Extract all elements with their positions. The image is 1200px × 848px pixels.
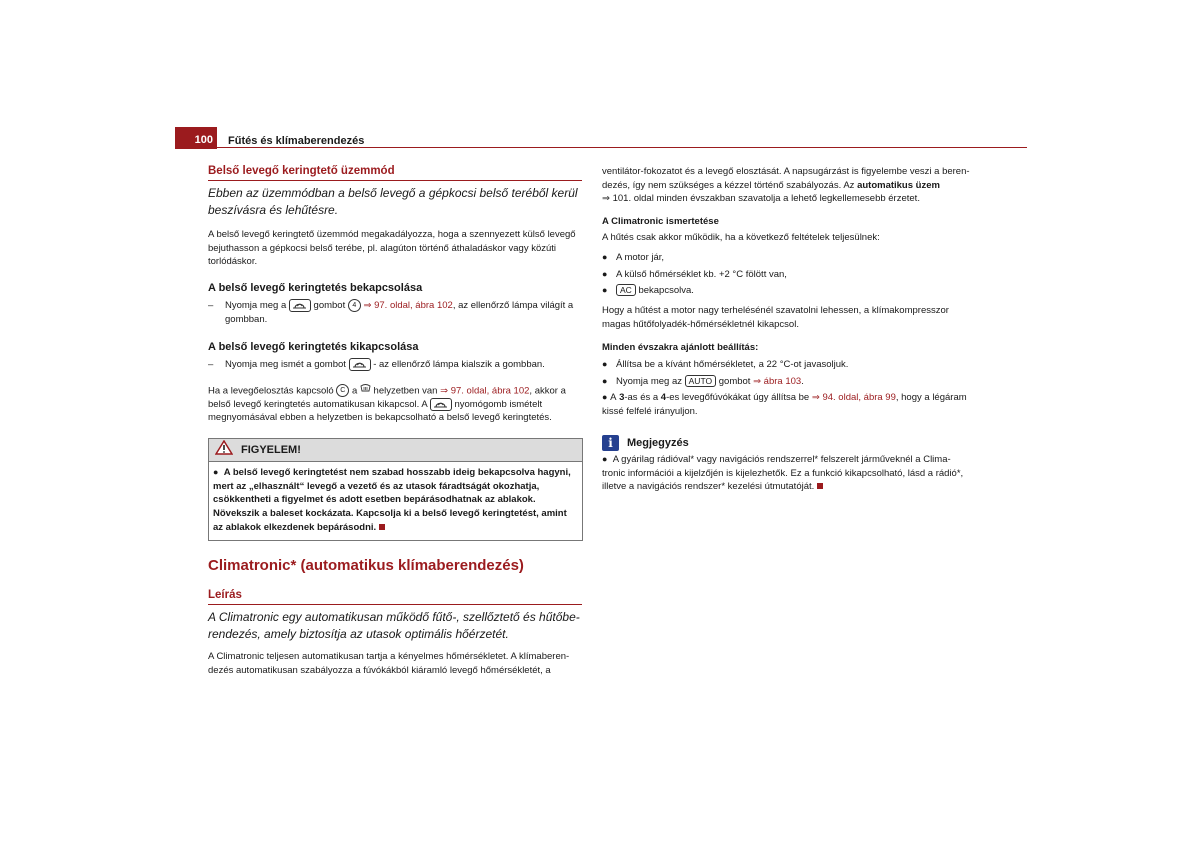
season-heading: Minden évszakra ajánlott beállítás: [602,342,759,353]
climatronic-title: Climatronic* (automatikus klímaberendezés) [208,557,524,574]
warning-triangle-icon [215,440,233,460]
recirculation-button-icon [430,398,452,411]
climatronic-intro-text: A hűtés csak akkor működik, ha a következő feltételek teljesülnek: [602,232,880,243]
page-number: 100 [175,127,217,149]
cross-reference-link[interactable]: ⇒ 97. oldal, ábra 102 [440,385,530,397]
section-recirculation [208,164,582,219]
end-mark-icon [379,524,385,530]
section-lead: A Climatronic egy automatikusan működő fűtő-, szellőztető és hűtőberendezés, amely biztosítja az utasok optimális hőérzetét. [208,610,580,641]
recirculation-paragraph: A belső levegő keringtető üzemmód megakadályozza, hoga a szennyezett külső levegő bejuthasson a gépkocsi belső terébe, pl. alagúton történő áthaladáskor vagy közúti torlódáskor. [208,229,576,267]
cross-reference-link[interactable]: ⇒ ábra 103 [753,375,802,387]
list-item: ● A 3-as és a 4-es levegőfúvókákat úgy állítsa be ⇒ 94. oldal, ábra 99, hogy a légáram kissé felfelé irányuljon. [602,392,967,417]
season-list [602,358,978,418]
note-text: ● A gyárilag rádióval* vagy navigációs rendszerrel* felszerelt járműveknél a Clima- tronic információi a kijelzőjén is kijelezhetők. Ez a funkció kikapcsolható, lásd a rádió*, illetve a navigációs rendszer* kezelési útmutatóját. [602,454,964,492]
cross-reference-link[interactable]: ⇒ 94. oldal, ábra 99 [811,392,896,403]
switch-off-heading: A belső levegő keringtetés kikapcsolása [208,341,419,353]
auto-button-key: AUTO [685,375,716,387]
air-distribution-paragraph: Ha a levegőelosztás kapcsoló C a helyzetben van ⇒ 97. oldal, ábra 102, akkor a belső levegő keringtetés automatikusan kikapcsol. A nyomógomb ismételt megnyomásával ebben a helyzetben is bekapcsolható a belső levegő keringtetés. [208,385,566,424]
section-rule [208,604,582,605]
section-rule [208,180,582,181]
list-item: ● Állítsa be a kívánt hőmérsékletet, a 22 °C-ot javasoljuk. [602,359,849,370]
callout-4-icon: 4 [348,299,361,312]
warning-box [208,438,583,541]
list-item: ● A külső hőmérséklet kb. +2 °C fölött van, [602,268,787,280]
note-box [602,435,978,494]
section-lead: Ebben az üzemmódban a belső levegő a gépkocsi belső teréből kerül beszívásra és lehűtésre. [208,186,578,217]
list-item: ● AC bekapcsolva. [602,285,694,296]
list-item: ● A motor jár, [602,252,665,263]
switch-off-step: – Nyomja meg ismét a gombot - az ellenőrző lámpa kialszik a gombban. [208,359,545,371]
conditions-list [602,251,978,298]
info-icon: i [602,435,619,451]
warning-text: ● A belső levegő keringtetést nem szabad hosszabb ideig bekapcsolva hagyni, mert az „elhasznált“ levegő a vezető és az utasok fáradtságát okozhatja, csökkentheti a figyelmet és adott esetben bepárásodhatnak az ablakok. Növekszik a baleset kockázata. Kapcsolja ki a belső levegő keringtetést, amint az ablakok elkezdenek bepárásodni. [213,467,571,533]
recirculation-button-icon [289,299,311,312]
section-description [208,588,582,643]
section-title: Belső levegő keringtető üzemmód [208,165,395,177]
climatronic-intro-heading: A Climatronic ismertetése [602,216,719,227]
note-header [602,435,978,451]
note-title: Megjegyzés [627,437,689,449]
description-paragraph: A Climatronic teljesen automatikusan tartja a kényelmes hőmérsékletet. A klímaberen- dezés automatikusan szabályozza a fúvókákból kiáramló levegő hőmérsékletét, a [208,651,570,676]
cross-reference-link[interactable]: ⇒ 97. oldal, ábra 102 [363,300,453,312]
end-mark-icon [817,483,823,489]
recirculation-button-icon [349,358,371,371]
header-rule [217,147,1027,148]
section-title: Leírás [208,589,242,601]
continued-paragraph: ventilátor-fokozatot és a levegő elosztását. A napsugárzást is figyelembe veszi a beren- dezés, így nem szükséges a kézzel történő szabályozás. Az automatikus üzem ⇒ 101. oldal minden évszakban szavatolja a lehető legkellemesebb érzetet. [602,166,970,204]
warning-header [209,439,582,462]
running-header-title: Fűtés és klímaberendezés [228,135,365,147]
ac-button-key: AC [616,284,636,296]
high-load-paragraph: Hogy a hűtést a motor nagy terhelésénél szavatolni lehessen, a klímakompresszor magas hűtőfolyadék-hőmérsékletnél kikapcsol. [602,305,949,330]
switch-on-heading: A belső levegő keringtetés bekapcsolása [208,282,423,294]
callout-c-icon: C [336,384,349,397]
switch-on-step: – Nyomja meg a gombot 4 ⇒ 97. oldal, ábra 102, az ellenőrző lámpa világít a gombban. [208,300,574,325]
warning-title: FIGYELEM! [241,444,301,456]
list-item: ● Nyomja meg az AUTO gombot ⇒ ábra 103. [602,375,804,387]
windscreen-defrost-icon [360,384,371,398]
